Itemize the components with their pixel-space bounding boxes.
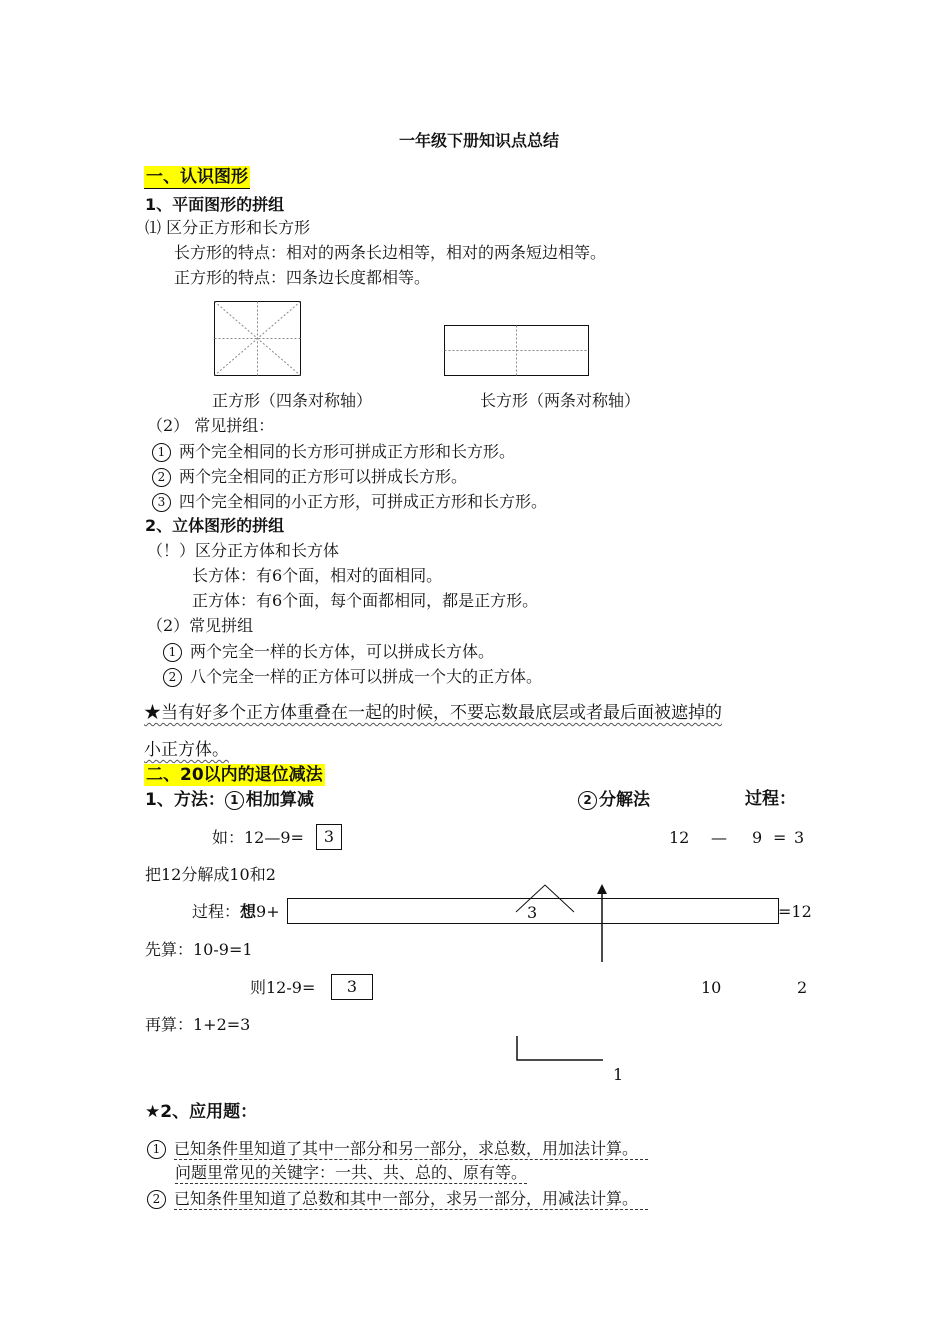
think-expr: 9+ xyxy=(256,902,280,921)
circled-number: 1 xyxy=(147,1140,166,1159)
section-heading-subtraction xyxy=(144,767,325,784)
word-problem-text: 已知条件里知道了总数和其中一部分，求另一部分，用减法计算。 xyxy=(174,1189,648,1210)
combo-text: 四个完全相同的小正方形，可拼成正方形和长方形。 xyxy=(179,492,548,511)
circled-number: 2 xyxy=(163,668,182,687)
circled-number: 1 xyxy=(225,791,244,810)
keyword-line xyxy=(175,1165,527,1181)
method-1: 相加算减 xyxy=(245,790,314,810)
process-line xyxy=(192,904,280,920)
word-problem-item xyxy=(147,1140,648,1159)
decomp-result: 3 xyxy=(794,828,805,847)
think-result: =12 xyxy=(778,902,812,921)
section-heading-word-problems: ★2、应用题： xyxy=(145,1102,258,1122)
section-heading-subtraction-text: 二、20以内的退位减法 xyxy=(146,765,323,785)
cube-text: 正方体：有6个面，每个面都相同，都是正方形。 xyxy=(192,591,539,610)
item-common-combos-solid: （2）常见拼组 xyxy=(147,616,254,635)
circled-number: 2 xyxy=(152,468,171,487)
subsection-heading-solid: 2、立体图形的拼组 xyxy=(145,516,285,535)
split-text: 把12分解成10和2 xyxy=(145,865,276,884)
circled-number: 1 xyxy=(163,643,182,662)
then-expression: 则12-9= xyxy=(250,978,316,997)
rect-feature-text: 长方形的特点：相对的两条长边相等，相对的两条短边相等。 xyxy=(174,243,607,262)
note-line-2 xyxy=(144,742,229,759)
circled-number: 1 xyxy=(152,443,171,462)
item-common-combos: （2） 常见拼组： xyxy=(147,416,275,435)
combo-text: 两个完全一样的长方体，可以拼成长方体。 xyxy=(190,642,495,661)
combo-text: 八个完全一样的正方体可以拼成一个大的正方体。 xyxy=(190,667,543,686)
then-answer-box: 3 xyxy=(331,974,373,1000)
square-feature-text: 正方形的特点：四条边长度都相等。 xyxy=(174,268,431,287)
page-title: 一年级下册知识点总结 xyxy=(399,131,560,150)
circled-number: 2 xyxy=(578,791,597,810)
method-line xyxy=(145,791,314,810)
combo-text: 两个完全相同的长方形可拼成正方形和长方形。 xyxy=(179,442,516,461)
section-heading-shapes-text: 一、认识图形 xyxy=(146,167,248,187)
section-heading-shapes xyxy=(144,169,250,186)
combo-text: 两个完全相同的正方形可以拼成长方形。 xyxy=(179,467,468,486)
word-problem-text: 已知条件里知道了其中一部分和另一部分，求总数，用加法计算。 xyxy=(174,1139,648,1160)
subsection-heading-plane: 1、平面图形的拼组 xyxy=(145,195,285,214)
bottom-number: 1 xyxy=(613,1065,624,1084)
again-calc: 再算：1+2=3 xyxy=(145,1015,251,1034)
think-label: 想 xyxy=(240,902,257,921)
method-label: 1、方法： xyxy=(145,790,225,810)
decomp-op: — xyxy=(711,828,727,847)
caret-mark xyxy=(515,884,577,914)
note-line-1 xyxy=(144,705,722,722)
item-distinguish-square-rect: ⑴ 区分正方形和长方形 xyxy=(145,218,311,237)
rectangle-symmetry-figure xyxy=(444,325,590,377)
split-bracket xyxy=(516,1036,606,1062)
method-2 xyxy=(578,791,650,810)
note-text: 小正方体。 xyxy=(144,740,229,760)
example-expression: 如：12—9= xyxy=(212,828,304,847)
circled-number: 3 xyxy=(152,493,171,512)
combo-item xyxy=(152,443,515,462)
up-arrow-icon xyxy=(596,884,608,964)
keyword-text: 问题里常见的关键字：一共、共、总的、原有等。 xyxy=(175,1163,528,1182)
decomp-b: 9 xyxy=(752,828,763,847)
combo-item xyxy=(152,468,467,487)
square-symmetry-figure xyxy=(214,301,302,377)
process-prefix: 过程： xyxy=(192,902,241,921)
split-right: 2 xyxy=(797,978,808,997)
word-problem-item xyxy=(147,1190,648,1209)
circled-number: 2 xyxy=(147,1190,166,1209)
rectangle-caption: 长方形（两条对称轴） xyxy=(480,391,641,410)
method-2-text: 分解法 xyxy=(599,790,650,810)
cuboid-text: 长方体：有6个面，相对的面相同。 xyxy=(192,566,443,585)
process-label-top: 过程： xyxy=(745,789,796,809)
square-caption: 正方形（四条对称轴） xyxy=(212,391,373,410)
combo-item xyxy=(163,668,542,687)
example-answer-box: 3 xyxy=(316,824,342,850)
decomp-eq: = xyxy=(773,828,787,847)
note-text: ★当有好多个正方体重叠在一起的时候，不要忘数最底层或者最后面被遮掉的 xyxy=(144,703,722,723)
decomp-a: 12 xyxy=(669,828,690,847)
combo-item xyxy=(152,493,547,512)
split-left: 10 xyxy=(701,978,722,997)
item-distinguish-cube-cuboid: （！）区分正方体和长方体 xyxy=(147,541,340,560)
combo-item xyxy=(163,643,494,662)
think-box-value: 3 xyxy=(527,903,538,922)
first-calc: 先算：10-9=1 xyxy=(145,940,253,959)
